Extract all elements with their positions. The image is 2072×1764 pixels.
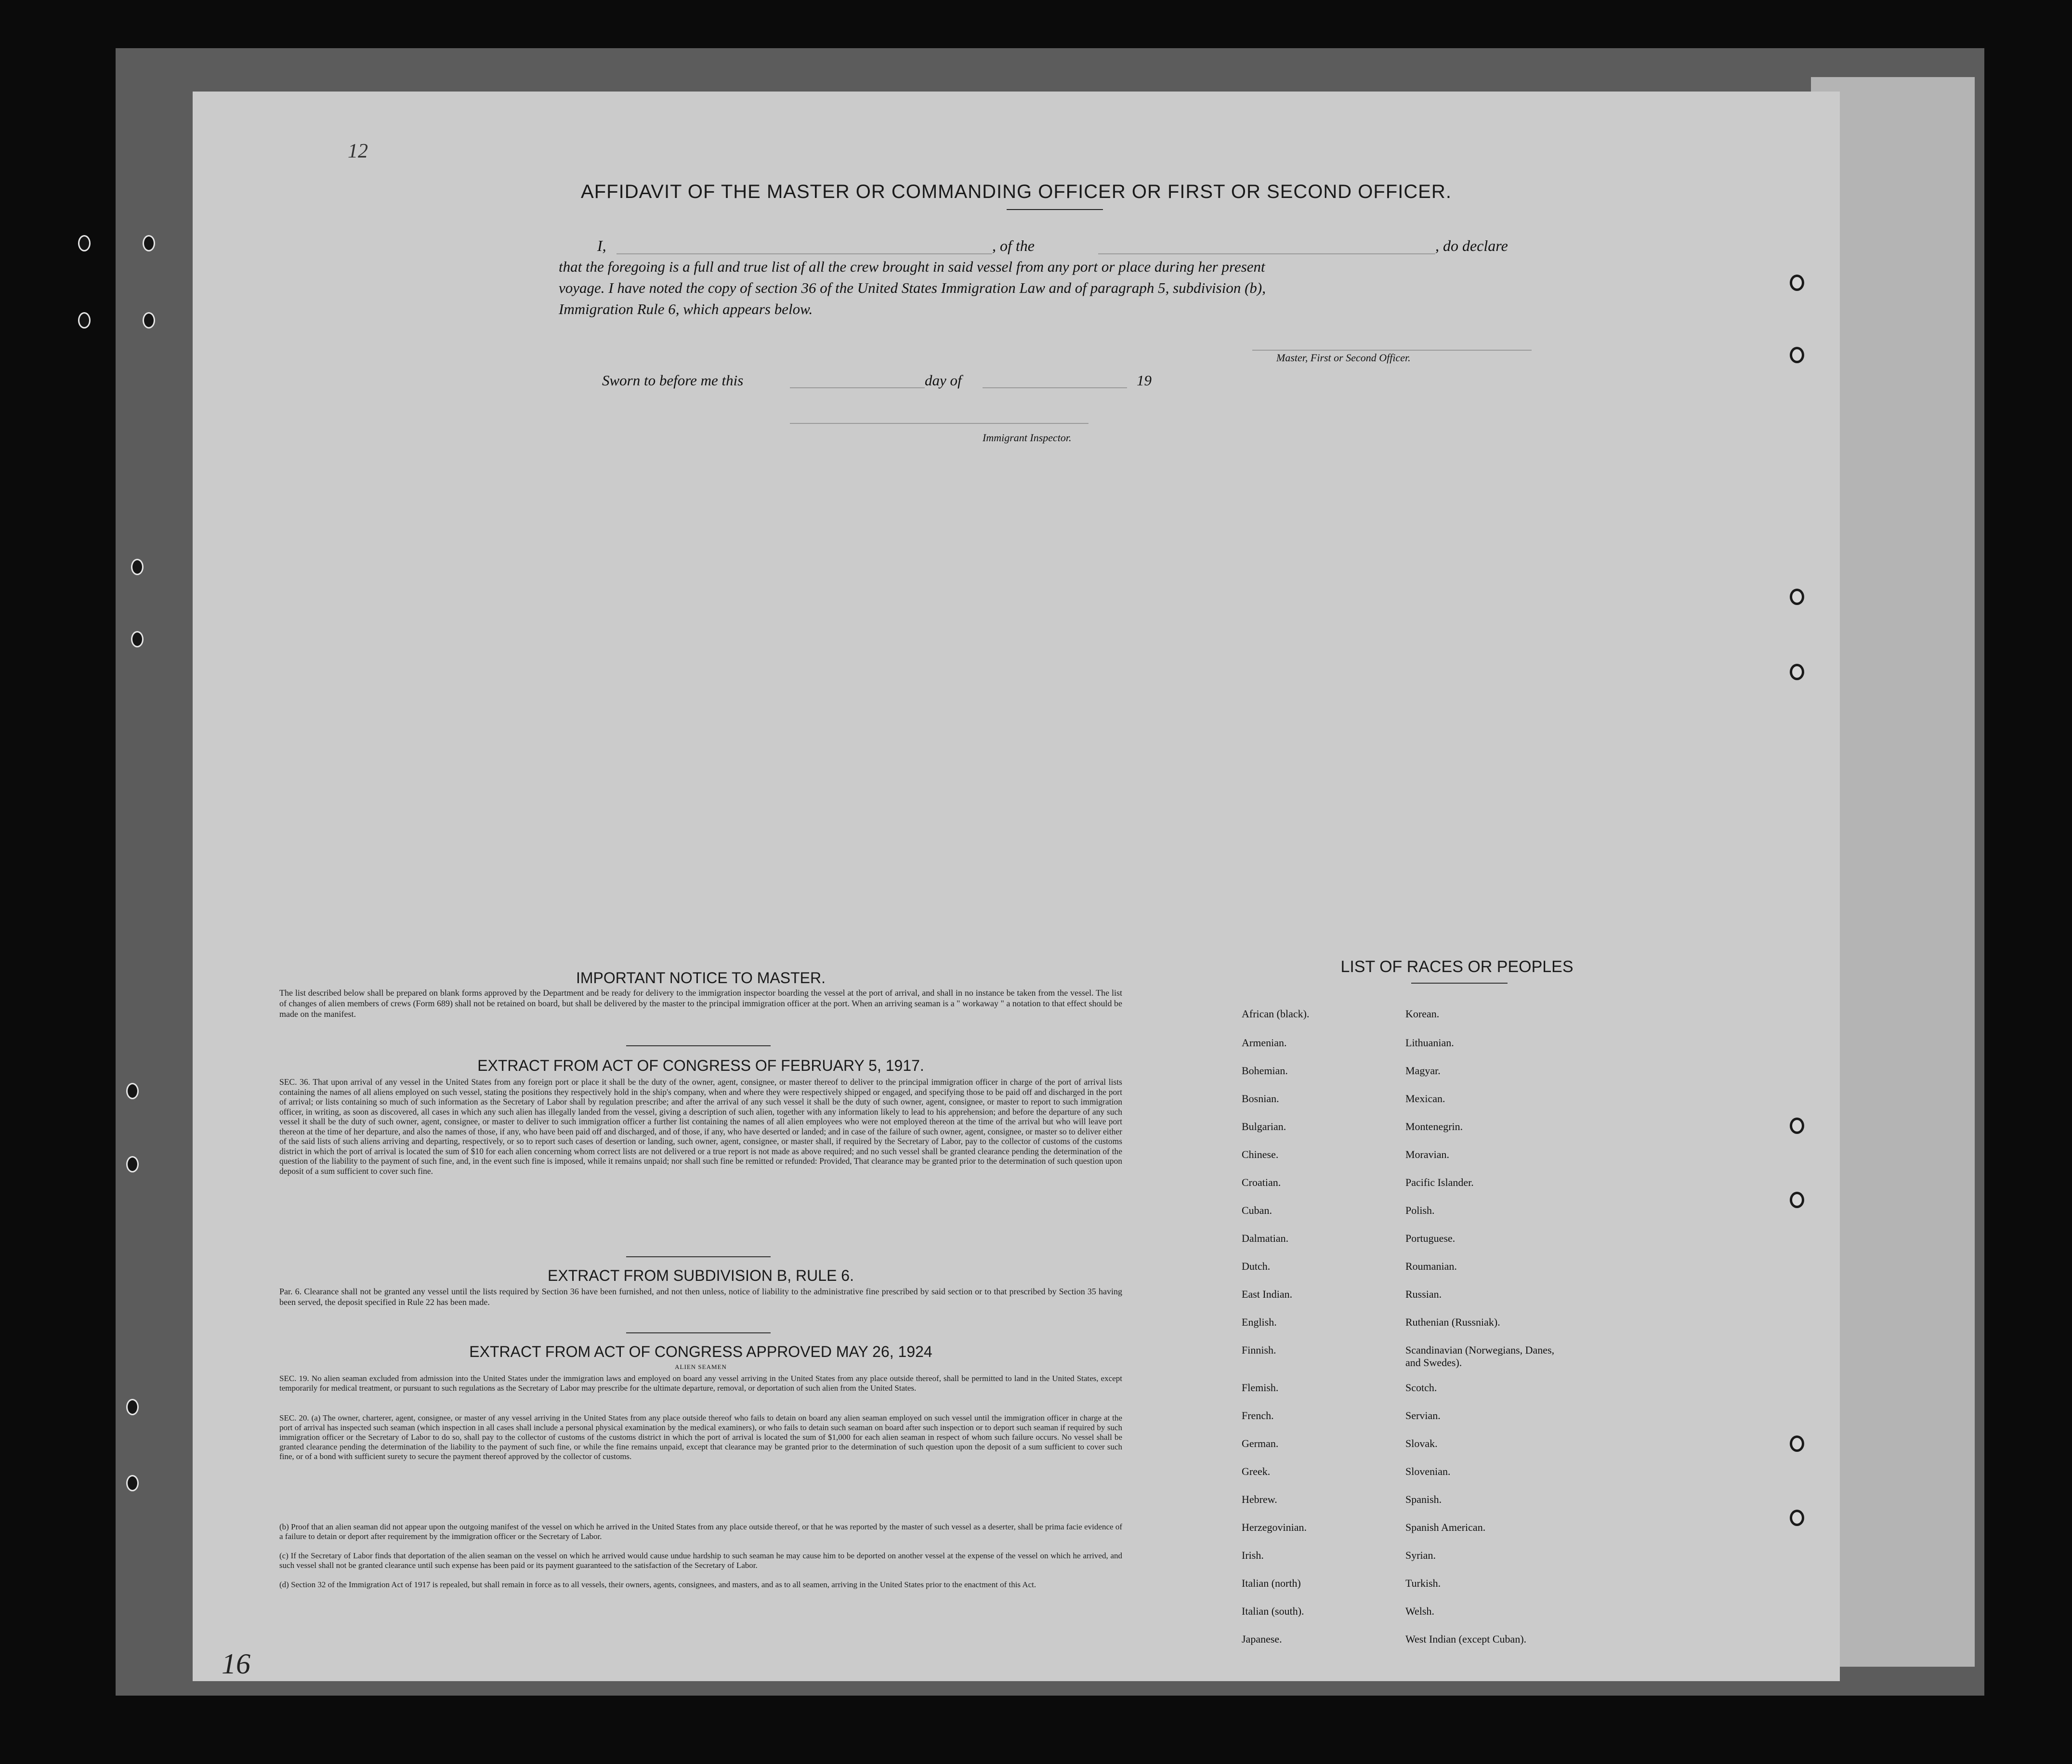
binder-hole bbox=[78, 235, 91, 251]
affidavit-i-label: I, bbox=[597, 237, 606, 254]
race-item: West Indian (except Cuban). bbox=[1405, 1633, 1527, 1645]
binder-hole bbox=[126, 1475, 139, 1491]
master-signature-caption: Master, First or Second Officer. bbox=[1276, 352, 1411, 364]
race-item: Herzegovinian. bbox=[1242, 1521, 1307, 1533]
document-page bbox=[193, 92, 1840, 1681]
binder-ring bbox=[1790, 1510, 1804, 1526]
race-item: Korean. bbox=[1405, 1008, 1440, 1020]
sec-20-a: SEC. 20. (a) The owner, charterer, agent, consignee, or master of any vessel arriving in the United States from any place outside thereof who fails to detain on board any alien seaman employed on such vessel until the immigration officer in charge at the port of arrival has inspected such seaman (which inspection in all cases shall include a personal physical examination by the medical examiners), or who fails to detain such seaman on board after such inspection or to deport such seaman if required by such immigration officer or the Secretary of Labor to do so, shall pay to the collector of customs of the customs district in which the port of arrival is located the sum of $1,000 for each alien seaman in respect of whom such failure occurs. No vessel shall be granted clearance pending the determination of the liability to the payment of such fine, or while the fine remains unpaid, except that clearance may be granted prior to the determination of such question upon the deposit of a sum sufficient to cover such fine, or of a bond with sufficient surety to secure the payment thereof approved by the collector of customs. bbox=[279, 1413, 1122, 1461]
affidavit-do-declare: , do declare bbox=[1435, 237, 1508, 254]
binder-ring bbox=[1790, 1192, 1804, 1208]
section-divider bbox=[626, 1256, 771, 1257]
race-item: East Indian. bbox=[1242, 1288, 1293, 1300]
race-item: Polish. bbox=[1405, 1204, 1435, 1216]
handwritten-mark: 16 bbox=[222, 1648, 250, 1680]
race-item: Lithuanian. bbox=[1405, 1037, 1454, 1049]
race-item: Armenian. bbox=[1242, 1037, 1287, 1049]
race-item: Scandinavian (Norwegians, Danes, and Swedes). bbox=[1405, 1344, 1555, 1369]
race-item: Hebrew. bbox=[1242, 1493, 1277, 1505]
name-blank bbox=[616, 253, 992, 254]
binder-hole bbox=[126, 1399, 139, 1415]
sec-20-b: (b) Proof that an alien seaman did not appear upon the outgoing manifest of the vessel on which he arrived in the United States from any place outside thereof, or that he was reported by the master of such vessel as a deserter, shall be prima facie evidence of a failure to detain or deport after requirement by the immigration officer or the Secretary of Labor. bbox=[279, 1522, 1122, 1541]
vessel-blank bbox=[1098, 253, 1435, 254]
binder-hole bbox=[143, 235, 155, 251]
race-item: Slovak. bbox=[1405, 1437, 1438, 1449]
race-item: Cuban. bbox=[1242, 1204, 1272, 1216]
race-item: Scotch. bbox=[1405, 1382, 1437, 1394]
race-item: Finnish. bbox=[1242, 1344, 1276, 1356]
race-item: Turkish. bbox=[1405, 1577, 1441, 1589]
binder-hole bbox=[78, 312, 91, 329]
race-item: Dutch. bbox=[1242, 1260, 1271, 1272]
notice-title: IMPORTANT NOTICE TO MASTER. bbox=[576, 969, 826, 987]
race-item: English. bbox=[1242, 1316, 1277, 1328]
act-1924-subtitle: ALIEN SEAMEN bbox=[675, 1363, 727, 1370]
race-item: Italian (north) bbox=[1242, 1577, 1301, 1589]
binder-ring bbox=[1790, 1435, 1804, 1452]
notice-body: The list described below shall be prepared on blank forms approved by the Department and be ready for delivery to the immigration inspector boarding the vessel at the port of arrival, and shall in no instance be taken from the vessel. The list of changes of alien members of crews (Form 689) shall not be retained on board, but shall be delivered by the master to the principal immigration officer at the port. When an arriving seaman is a " workaway " a notation to that effect should be made on the manifest. bbox=[279, 988, 1122, 1019]
rule-6-body: Par. 6. Clearance shall not be granted any vessel until the lists required by Section 36 have been furnished, and not then unless, notice of liability to the administrative fine prescribed by said section or to that prescribed by Section 35 having been served, the deposit specified in Rule 22 has been made. bbox=[279, 1287, 1122, 1307]
day-of-label: day of bbox=[925, 372, 962, 389]
race-item: Greek. bbox=[1242, 1465, 1271, 1477]
affidavit-line-2: voyage. I have noted the copy of section 36 of the United States Immigration Law and of paragraph 5, subdivision (b), bbox=[559, 279, 1266, 296]
year-label: 19 bbox=[1137, 372, 1152, 389]
binder-hole bbox=[143, 312, 155, 329]
race-item: Ruthenian (Russniak). bbox=[1405, 1316, 1500, 1328]
race-item: Welsh. bbox=[1405, 1605, 1434, 1617]
sec-20-c: (c) If the Secretary of Labor finds that deportation of the alien seaman on the vessel on which he arrived would cause undue hardship to such seaman he may cause him to be deported on another vessel at the expense of the vessel on which he arrived, and such vessel shall not be granted clearance until such expense has been paid or its payment guaranteed to the satisfaction of the Secretary of Labor. bbox=[279, 1551, 1122, 1570]
binder-ring bbox=[1790, 1118, 1804, 1134]
section-divider bbox=[626, 1332, 771, 1333]
race-item: Roumanian. bbox=[1405, 1260, 1457, 1272]
binder-ring bbox=[1790, 664, 1804, 680]
race-item: Dalmatian. bbox=[1242, 1232, 1289, 1244]
affidavit-line-1: that the foregoing is a full and true list of all the crew brought in said vessel from any port or place during her present bbox=[559, 258, 1265, 275]
inspector-signature-line bbox=[790, 423, 1088, 424]
race-item: Bosnian. bbox=[1242, 1093, 1279, 1105]
act-1917-body: SEC. 36. That upon arrival of any vessel in the United States from any foreign port or place it shall be the duty of the owner, agent, consignee, or master thereof to deliver to the principal immigration officer in charge of the port of arrival lists containing the names of all aliens employed on such vessel, stating the positions they respectively hold in the ship's company, when and where they were respectively shipped or engaged, and specifying those to be paid off and discharged in the port of arrival; or lists containing so much of such information as the Secretary of Labor shall by regulation prescribe; and after the arrival of any such vessel it shall be the duty of such owner, agent, consignee, or master to report to such immigration officer, in writing, as soon as discovered, all cases in which any such alien has illegally landed from the vessel, giving a description of such alien, together with any information likely to lead to his apprehension; and before the departure of any such vessel it shall be the duty of such owner, agent, consignee, or master to deliver to such immigration officer a further list containing the names of all alien employees who were not employed thereon at the time of the arrival but who will leave port thereon at the time of her departure, and also the names of those, if any, who have been paid off and discharged, and of those, if any, who have deserted or landed; and in case of the failure of such owner, agent, consignee, or master so to deliver either of the said lists of such aliens arriving and departing, respectively, or so to report such cases of desertion or landing, such owner, agent, consignee, or master shall, if required by the Secretary of Labor, pay to the collector of customs of the customs district in which the port of arrival is located the sum of $10 for each alien concerning whom correct lists are not delivered or a true report is not made as above required; and no such vessel shall be granted clearance pending the determination of the question of the liability to the payment of such fine, and, in the event such fine is imposed, while it remains unpaid; nor shall such fine be remitted or refunded: Provided, That clearance may be granted prior to the determination of such question upon deposit of a sum sufficient to cover such fine. bbox=[279, 1077, 1122, 1176]
master-signature-line bbox=[1252, 350, 1532, 351]
affidavit-line-3: Immigration Rule 6, which appears below. bbox=[559, 301, 813, 317]
race-item: Russian. bbox=[1405, 1288, 1442, 1300]
race-item: Spanish American. bbox=[1405, 1521, 1486, 1533]
handwritten-page-number: 12 bbox=[348, 140, 368, 162]
binder-hole bbox=[131, 631, 144, 647]
race-item: Spanish. bbox=[1405, 1493, 1442, 1505]
rule-6-title: EXTRACT FROM SUBDIVISION B, RULE 6. bbox=[548, 1267, 854, 1284]
race-item: Croatian. bbox=[1242, 1176, 1281, 1188]
race-item: Syrian. bbox=[1405, 1549, 1436, 1561]
race-item: Mexican. bbox=[1405, 1093, 1445, 1105]
section-divider bbox=[626, 1045, 771, 1046]
sec-20-d: (d) Section 32 of the Immigration Act of 1917 is repealed, but shall remain in force as to all vessels, their owners, agents, consignees, and masters, and as to all seamen, arriving in the United States prior to the enactment of this Act. bbox=[279, 1580, 1036, 1589]
act-1924-title: EXTRACT FROM ACT OF CONGRESS APPROVED MAY 26, 1924 bbox=[469, 1343, 932, 1360]
sworn-label: Sworn to before me this bbox=[602, 372, 744, 389]
race-item: Italian (south). bbox=[1242, 1605, 1304, 1617]
race-item: Montenegrin. bbox=[1405, 1120, 1463, 1132]
race-item: Moravian. bbox=[1405, 1148, 1450, 1160]
act-1917-title: EXTRACT FROM ACT OF CONGRESS OF FEBRUARY 5, 1917. bbox=[477, 1057, 924, 1074]
race-item: Portuguese. bbox=[1405, 1232, 1456, 1244]
race-item: African (black). bbox=[1242, 1008, 1310, 1020]
race-item: Slovenian. bbox=[1405, 1465, 1451, 1477]
affidavit-title: AFFIDAVIT OF THE MASTER OR COMMANDING OFFICER OR FIRST OR SECOND OFFICER. bbox=[581, 181, 1452, 202]
binder-hole bbox=[126, 1083, 139, 1099]
inspector-caption: Immigrant Inspector. bbox=[983, 432, 1072, 444]
race-item: Chinese. bbox=[1242, 1148, 1279, 1160]
race-item: French. bbox=[1242, 1409, 1274, 1422]
race-item: Bulgarian. bbox=[1242, 1120, 1286, 1132]
binder-hole bbox=[126, 1156, 139, 1172]
race-item: Irish. bbox=[1242, 1549, 1264, 1561]
title-underline bbox=[1007, 209, 1103, 210]
race-item: Bohemian. bbox=[1242, 1065, 1288, 1077]
race-item: Japanese. bbox=[1242, 1633, 1282, 1645]
race-item: Magyar. bbox=[1405, 1065, 1441, 1077]
binder-ring bbox=[1790, 347, 1804, 363]
binder-hole bbox=[131, 559, 144, 575]
binder-ring bbox=[1790, 275, 1804, 291]
race-item: Flemish. bbox=[1242, 1382, 1279, 1394]
races-title-underline bbox=[1411, 983, 1508, 984]
sworn-day-blank bbox=[790, 387, 925, 388]
binder-ring bbox=[1790, 589, 1804, 605]
sworn-month-blank bbox=[983, 387, 1127, 388]
affidavit-of-the: , of the bbox=[992, 237, 1035, 254]
sec-19: SEC. 19. No alien seaman excluded from admission into the United States under the immigration laws and employed on board any vessel arriving in the United States from any place outside thereof, shall be permitted to land in the United States, except temporarily for medical treatment, or pursuant to such regulations as the Secretary of Labor may prescribe for the ultimate departure, removal, or deportation of such alien from the United States. bbox=[279, 1374, 1122, 1393]
race-item: Pacific Islander. bbox=[1405, 1176, 1474, 1188]
race-item: German. bbox=[1242, 1437, 1279, 1449]
races-title: LIST OF RACES OR PEOPLES bbox=[1340, 958, 1574, 976]
race-item: Servian. bbox=[1405, 1409, 1441, 1422]
